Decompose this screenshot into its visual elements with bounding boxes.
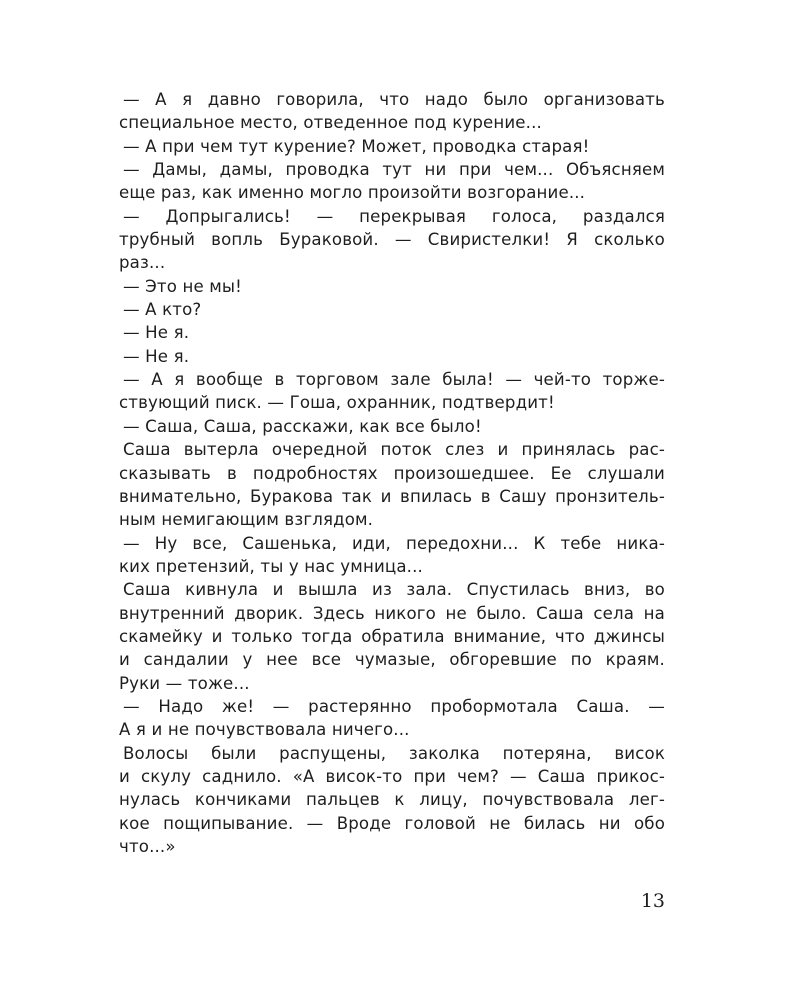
- text-line: раз...: [119, 253, 166, 273]
- text-line: Волосы были распущены, заколка потеряна, висок: [123, 743, 665, 763]
- text-line: еще раз, как именно могло произойти возгорание...: [119, 183, 586, 203]
- text-line: — А я давно говорила, что надо было организовать: [123, 90, 665, 109]
- text-line: — А при чем тут курение? Может, проводка старая!: [123, 136, 590, 156]
- text-line: сказывать в подробностях произошедшее. Ее слушали: [119, 463, 665, 483]
- text-line: — Не я.: [123, 346, 190, 366]
- text-line: скамейку и только тогда обратила внимание, что джинсы: [119, 626, 665, 646]
- text-line: Саша кивнула и вышла из зала. Спустилась вниз, во: [123, 580, 665, 600]
- text-line: специальное место, отведенное под курение...: [119, 113, 542, 133]
- text-line: и скулу саднило. «А висок-то при чем? — Саша прикос-: [119, 766, 665, 786]
- text-line: А я и не почувствовала ничего...: [119, 720, 410, 740]
- text-line: и сандалии у нее все чумазые, обгоревшие по краям.: [119, 650, 665, 670]
- text-line: Руки — тоже...: [119, 673, 250, 693]
- text-line: Саша вытерла очередной поток слез и принялась рас-: [123, 440, 665, 460]
- text-line: ких претензий, ты у нас умница...: [119, 556, 423, 576]
- text-line: нулась кончиками пальцев к лицу, почувствовала лег-: [119, 790, 665, 810]
- text-line: — Дамы, дамы, проводка тут ни при чем... Объясняем: [123, 160, 665, 180]
- text-line: внимательно, Буракова так и впилась в Сашу пронзитель-: [119, 486, 665, 506]
- text-line: — А я вообще в торговом зале была! — чей-то торже-: [123, 370, 665, 390]
- text-line: — Не я.: [123, 323, 190, 343]
- text-line: — Саша, Саша, расскажи, как все было!: [123, 416, 482, 436]
- text-line: — А кто?: [123, 300, 202, 320]
- text-line: ствующий писк. — Гоша, охранник, подтвердит!: [119, 393, 555, 413]
- text-line: — Это не мы!: [123, 276, 242, 296]
- text-line: что...»: [119, 837, 176, 856]
- text-line: трубный вопль Бураковой. — Свиристелки! Я сколько: [119, 230, 665, 250]
- text-line: кое пощипывание. — Вроде головой не билась ни обо: [119, 813, 665, 833]
- text-line: ным немигающим взглядом.: [119, 510, 374, 530]
- text-line: — Допрыгались! — перекрывая голоса, раздался: [123, 206, 665, 226]
- body-text: [119, 88, 665, 858]
- text-line: внутренний дворик. Здесь никого не было. Саша села на: [119, 603, 665, 623]
- text-line: — Ну все, Сашенька, иди, передохни... К тебе ника-: [123, 533, 665, 553]
- page-number: 13: [640, 890, 665, 912]
- text-line: — Надо же! — растерянно пробормотала Саша. —: [123, 696, 665, 716]
